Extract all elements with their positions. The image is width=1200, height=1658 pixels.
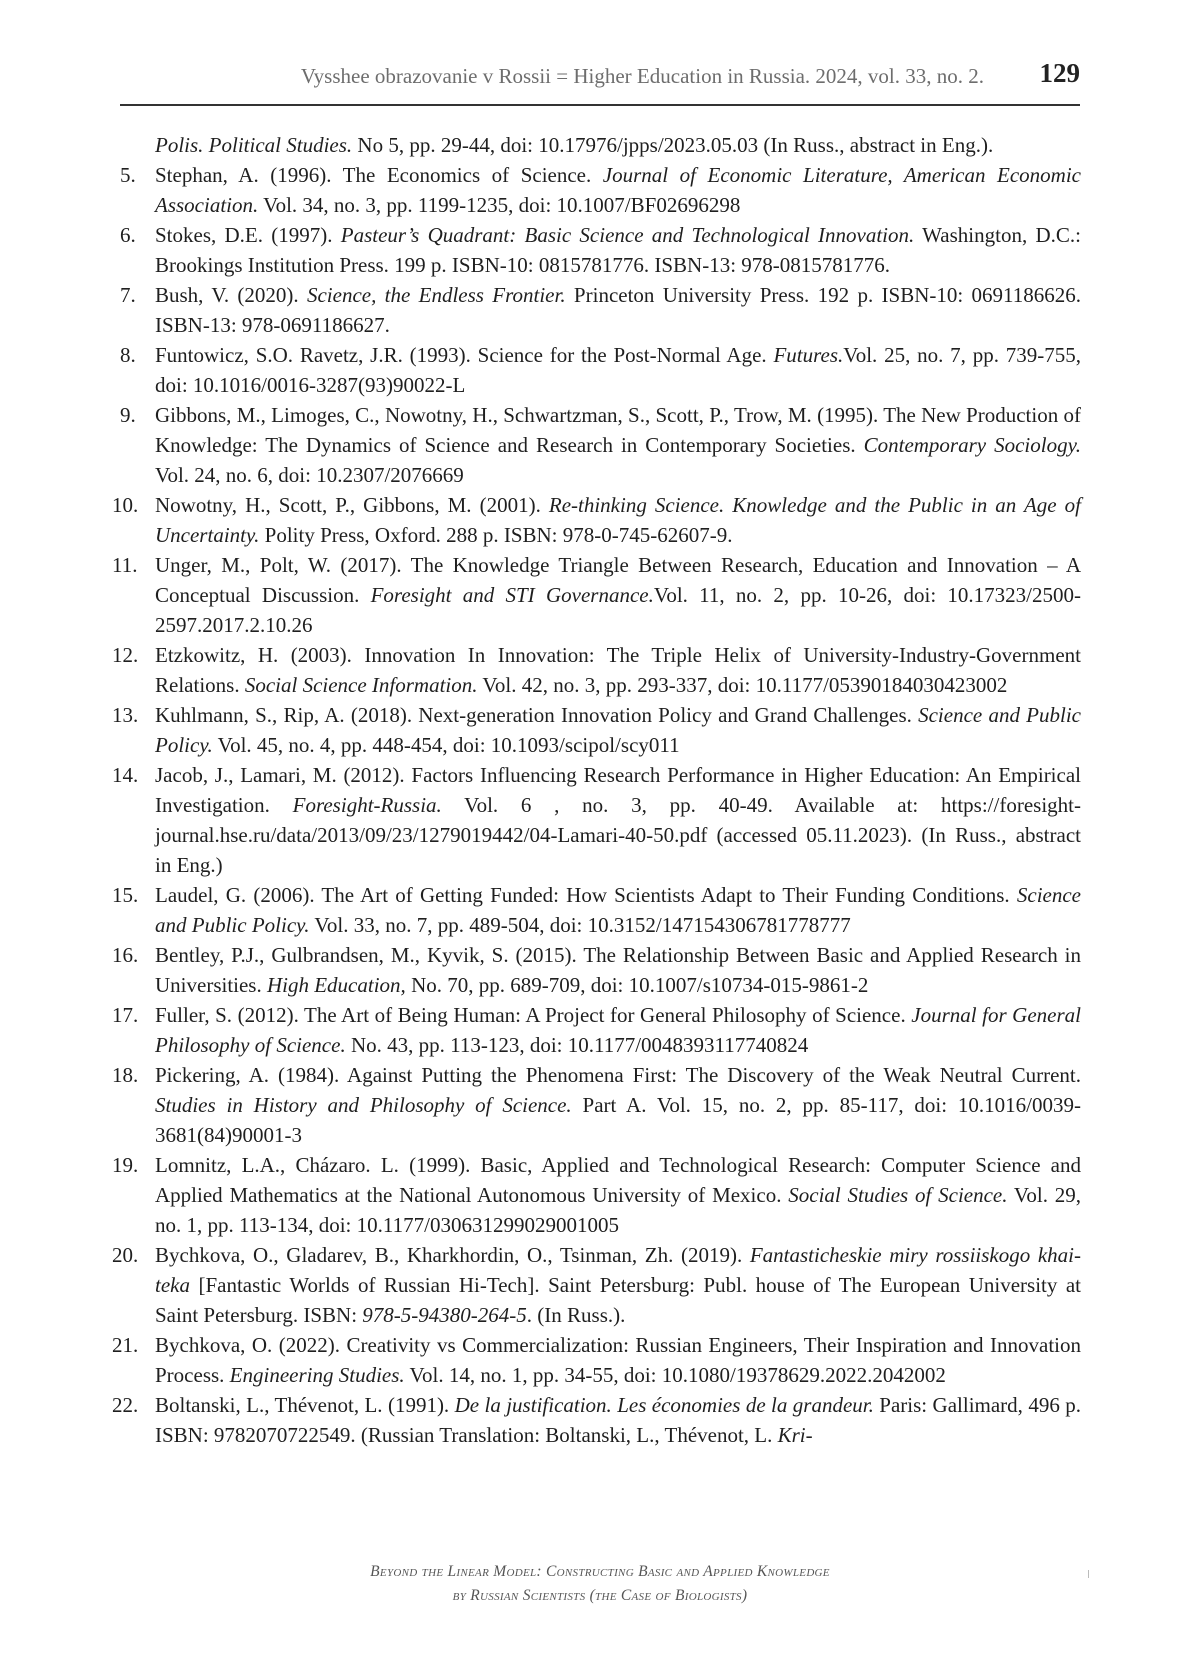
reference-text: Princeton University Press. 192 p. ISBN-10: 0691186626. ISBN-13: 978-0691186627.	[155, 283, 1082, 337]
reference-text: Nowotny, H., Scott, P., Gibbons, M. (2001).	[155, 493, 549, 517]
reference-text: Paris: Gallimard, 496 p. ISBN: 9782070722549. (Russian Translation: Boltanski, L., Thévenot, L.	[155, 1393, 1081, 1447]
reference-number: 15.	[112, 883, 139, 907]
reference-number: 5.	[120, 163, 136, 187]
reference-item	[112, 1240, 1081, 1330]
reference-source-title: 978-5-94380-264-5	[362, 1303, 527, 1327]
margin-tick	[1088, 1570, 1089, 1578]
reference-item	[112, 880, 1081, 940]
page-number: 129	[1039, 58, 1080, 88]
reference-text: No. 43, pp. 113-123, doi: 10.1177/0048393117740824	[345, 1033, 809, 1057]
reference-item	[112, 940, 1081, 1000]
reference-item	[112, 640, 1081, 700]
reference-item	[112, 1330, 1081, 1390]
reference-number: 7.	[120, 283, 136, 307]
reference-source-title: Studies in History and Philosophy of Science.	[155, 1093, 572, 1117]
footer-line-2: by Russian Scientists (the Case of Biologists)	[452, 1587, 748, 1604]
reference-text: Part A. Vol. 15, no. 2, pp. 85-117, doi: 10.1016/0039-3681(84)90001-3	[155, 1093, 1081, 1147]
reference-text: Jacob, J., Lamari, M. (2012). Factors Influencing Research Performance in Higher Education: An Empirical Investigation.	[155, 763, 1081, 817]
reference-text: Polity Press, Oxford. 288 p. ISBN: 978-0-745-62607-9.	[259, 523, 733, 547]
reference-number: 20.	[112, 1243, 139, 1267]
reference-text: Unger, M., Polt, W. (2017). The Knowledge Triangle Between Research, Education and Innovation – A Conceptual Discussion.	[155, 553, 1081, 607]
reference-number: 19.	[112, 1153, 139, 1177]
reference-source-title: Fantasticheskie miry rossiiskogo khai-teka	[155, 1243, 1081, 1297]
reference-text: Vol. 42, no. 3, pp. 293-337, doi: 10.1177/05390184030423002	[477, 673, 1008, 697]
reference-source-title: Foresight and STI Governance.	[370, 583, 654, 607]
reference-source-title: Engineering Studies.	[229, 1363, 405, 1387]
reference-number: 16.	[112, 943, 139, 967]
reference-text: Etzkowitz, H. (2003). Innovation In Innovation: The Triple Helix of University-Industry-Government Relations.	[155, 643, 1081, 697]
reference-source-title: De la justification. Les économies de la grandeur.	[454, 1393, 874, 1417]
reference-text: Vol. 25, no. 7, pp. 739-755, doi: 10.1016/0016-3287(93)90022-L	[155, 343, 1081, 397]
reference-text: Bychkova, O., Gladarev, B., Kharkhordin, O., Tsinman, Zh. (2019).	[155, 1243, 750, 1267]
reference-text: Vol. 34, no. 3, pp. 1199-1235, doi: 10.1007/BF02696298	[258, 193, 741, 217]
reference-source-title: High Education,	[266, 973, 406, 997]
reference-source-title: Social Studies of Science.	[788, 1183, 1008, 1207]
reference-number: 9.	[120, 403, 136, 427]
reference-source-title: Science and Public Policy.	[155, 703, 1081, 757]
reference-number: 13.	[112, 703, 139, 727]
reference-source-title: Kri-	[777, 1423, 813, 1447]
reference-text: . (In Russ.).	[526, 1303, 626, 1327]
reference-item	[120, 280, 1081, 340]
reference-text: Stokes, D.E. (1997).	[155, 223, 341, 247]
reference-number: 10.	[112, 493, 139, 517]
reference-text: Bush, V. (2020).	[155, 283, 307, 307]
reference-item	[112, 1150, 1081, 1240]
reference-source-title: Journal of Economic Literature, American Economic Association.	[155, 163, 1081, 217]
reference-source-title: Science and Public Policy.	[155, 883, 1081, 937]
reference-text: Laudel, G. (2006). The Art of Getting Funded: How Scientists Adapt to Their Funding Conditions.	[155, 883, 1017, 907]
reference-source-title: Contemporary Sociology.	[863, 433, 1081, 457]
reference-text: Bentley, P.J., Gulbrandsen, M., Kyvik, S. (2015). The Relationship Between Basic and Applied Research in Universities.	[155, 943, 1081, 997]
reference-number: 6.	[120, 223, 136, 247]
reference-item	[112, 550, 1081, 640]
journal-title: Vysshee obrazovanie v Rossii = Higher Education in Russia. 2024, vol. 33, no. 2.	[300, 64, 984, 88]
reference-text: Gibbons, M., Limoges, C., Nowotny, H., Schwartzman, S., Scott, P., Trow, M. (1995). The New Production of Knowledge: The Dynamics of Science and Research in Contemporary Societies.	[155, 403, 1081, 457]
reference-number: 14.	[112, 763, 139, 787]
reference-item	[120, 340, 1081, 400]
reference-number: 12.	[112, 643, 139, 667]
reference-text: Vol. 24, no. 6, doi: 10.2307/2076669	[155, 463, 464, 487]
reference-source-title: Futures.	[773, 343, 844, 367]
reference-source-title: Science, the Endless Frontier.	[306, 283, 566, 307]
reference-text: Bychkova, O. (2022). Creativity vs Commercialization: Russian Engineers, Their Inspiration and Innovation Process.	[155, 1333, 1081, 1387]
reference-number: 11.	[112, 553, 138, 577]
reference-text: Vol. 11, no. 2, pp. 10-26, doi: 10.17323/2500-2597.2017.2.10.26	[155, 583, 1081, 637]
reference-item	[112, 1060, 1081, 1150]
reference-source-title: Re-thinking Science. Knowledge and the Public in an Age of Uncertainty.	[155, 493, 1081, 547]
reference-item	[112, 700, 1081, 760]
reference-source-title: Social Science Information.	[244, 673, 478, 697]
reference-source-title: Journal for General Philosophy of Science.	[155, 1003, 1081, 1057]
footer-line-1: Beyond the Linear Model: Constructing Basic and Applied Knowledge	[370, 1563, 830, 1580]
reference-text: Fuller, S. (2012). The Art of Being Human: A Project for General Philosophy of Science.	[155, 1003, 912, 1027]
reference-number: 8.	[120, 343, 136, 367]
reference-source-title: Foresight-Russia.	[292, 793, 442, 817]
reference-item	[120, 130, 1081, 160]
reference-text: Funtowicz, S.O. Ravetz, J.R. (1993). Science for the Post-Normal Age.	[155, 343, 774, 367]
reference-item	[112, 490, 1081, 550]
reference-item	[112, 760, 1081, 880]
reference-source-title: Pasteur’s Quadrant: Basic Science and Technological Innovation.	[340, 223, 915, 247]
reference-text: Lomnitz, L.A., Cházaro. L. (1999). Basic, Applied and Technological Research: Computer Science and Applied Mathematics at the National Autonomous University of Mexico.	[155, 1153, 1081, 1207]
reference-item	[120, 400, 1081, 490]
reference-source-title: Polis. Political Studies.	[155, 133, 353, 157]
reference-text: [Fantastic Worlds of Russian Hi-Tech]. Saint Petersburg: Publ. house of The European University at Saint Petersburg. ISBN:	[155, 1273, 1081, 1327]
reference-list	[112, 130, 1082, 1450]
reference-item	[120, 220, 1081, 280]
reference-text: No 5, pp. 29-44, doi: 10.17976/jpps/2023.05.03 (In Russ., abstract in Eng.).	[352, 133, 994, 157]
reference-text: Kuhlmann, S., Rip, A. (2018). Next-generation Innovation Policy and Grand Challenges.	[155, 703, 919, 727]
running-footer	[0, 1560, 1200, 1608]
reference-number: 17.	[112, 1003, 139, 1027]
reference-text: Vol. 29, no. 1, pp. 113-134, doi: 10.1177/030631299029001005	[155, 1183, 1081, 1237]
reference-number: 21.	[112, 1333, 139, 1357]
reference-text: Pickering, A. (1984). Against Putting the Phenomena First: The Discovery of the Weak Neutral Current.	[155, 1063, 1081, 1087]
reference-text: Washington, D.C.: Brookings Institution Press. 199 p. ISBN-10: 0815781776. ISBN-13: 978-0815781776.	[155, 223, 1081, 277]
reference-text: Stephan, A. (1996). The Economics of Science.	[155, 163, 603, 187]
reference-number: 18.	[112, 1063, 139, 1087]
reference-text: Boltanski, L., Thévenot, L. (1991).	[155, 1393, 455, 1417]
reference-text: Vol. 14, no. 1, pp. 34-55, doi: 10.1080/19378629.2022.2042002	[404, 1363, 946, 1387]
reference-number: 22.	[112, 1393, 139, 1417]
reference-text: Vol. 33, no. 7, pp. 489-504, doi: 10.3152/147154306781778777	[309, 913, 851, 937]
reference-item	[112, 1000, 1081, 1060]
reference-text: Vol. 45, no. 4, pp. 448-454, doi: 10.1093/scipol/scy011	[212, 733, 680, 757]
reference-text: Vol. 6 , no. 3, pp. 40-49. Available at: https://foresight-journal.hse.ru/data/2013/09/23/1279019442/04-Lamari-40-50.pdf (accessed 05.11.2023). (In Russ., abstract in Eng.)	[155, 793, 1081, 877]
running-header	[120, 58, 1080, 106]
reference-text: No. 70, pp. 689-709, doi: 10.1007/s10734-015-9861-2	[405, 973, 869, 997]
reference-item	[120, 160, 1081, 220]
reference-item	[112, 1390, 1081, 1450]
